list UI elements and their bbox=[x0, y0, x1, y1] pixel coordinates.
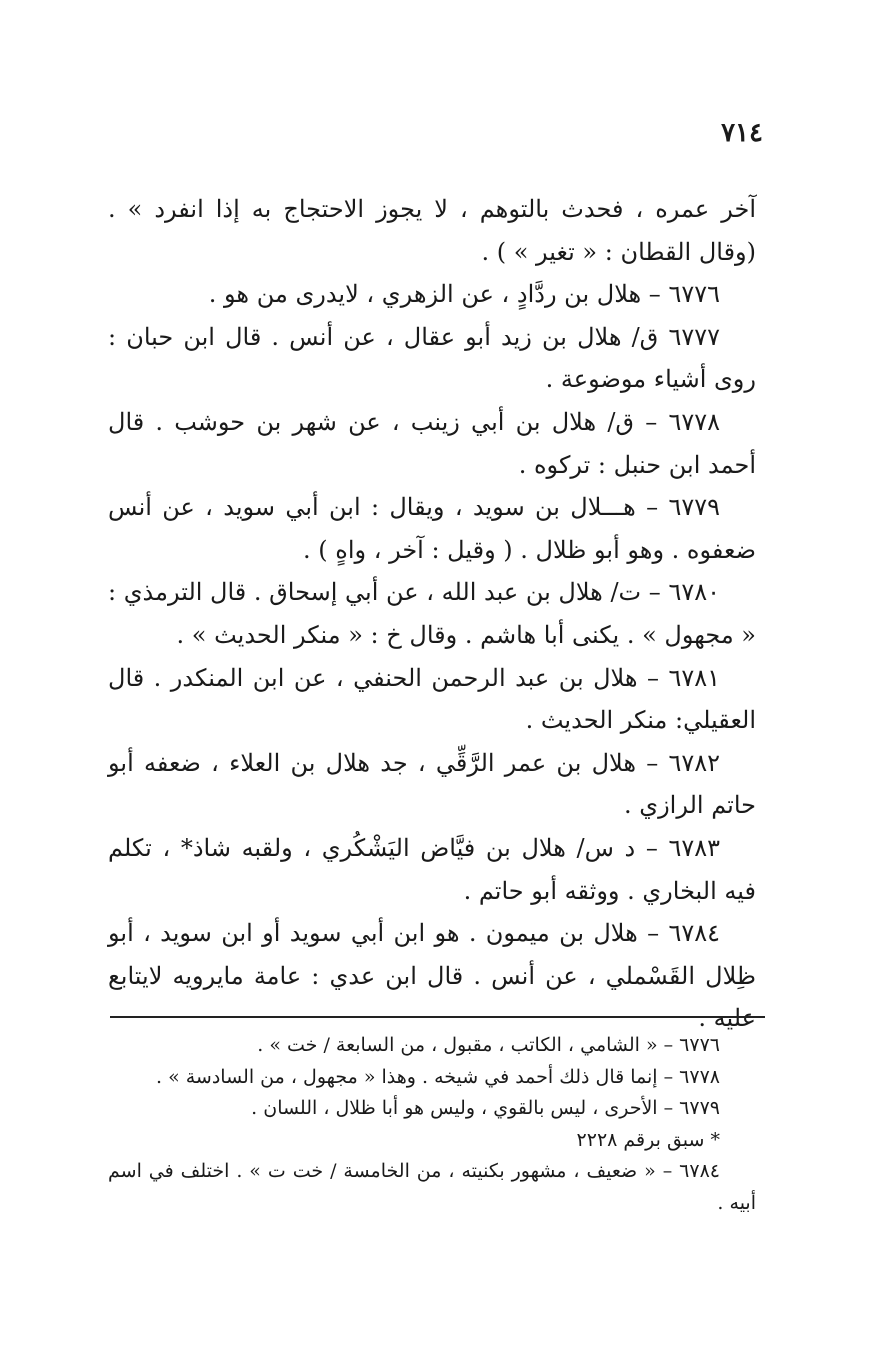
entry-6779: ٦٧٧٩ – هـــلال بن سويد ، ويقال : ابن أبي سويد ، عن أنس ضعفوه . وهو أبو ظلال . ( وقيل : آخر ، واهٍ ) . bbox=[108, 493, 756, 564]
entry-6777: ٦٧٧٧ ق/ هلال بن زيد أبو عقال ، عن أنس . قال ابن حبان : روى أشياء موضوعة . bbox=[108, 322, 756, 394]
footnote-6776: ٦٧٧٦ – « الشامي ، الكاتب ، مقبول ، من السابعة / خت » . bbox=[257, 1034, 720, 1056]
footnote-6779: ٦٧٧٩ – الأحرى ، ليس بالقوي ، وليس هو أبا ظلال ، اللسان . bbox=[251, 1097, 720, 1119]
continuation-paragraph: آخر عمره ، فحدث بالتوهم ، لا يجوز الاحتجاج به إذا انفرد » . (وقال القطان : « تغير » ) . bbox=[108, 195, 756, 266]
entry-6784: ٦٧٨٤ – هلال بن ميمون . هو ابن أبي سويد أو ابن سويد ، أبو ظِلال القَسْملي ، عن أنس . قال ابن عدي : عامة مايرويه لايتابع عليه . bbox=[108, 919, 756, 1033]
entry-6783: ٦٧٨٣ – د س/ هلال بن فيَّاض اليَشْكُري ، ولقبه شاذ* ، تكلم فيه البخاري . ووثقه أبو حاتم . bbox=[108, 833, 756, 905]
entry-6780: ٦٧٨٠ – ت/ هلال بن عبد الله ، عن أبي إسحاق . قال الترمذي : « مجهول » . يكنى أبا هاشم . وقال خ : « منكر الحديث » . bbox=[108, 578, 756, 649]
footnotes bbox=[108, 1030, 756, 1219]
entry-6781: ٦٧٨١ – هلال بن عبد الرحمن الحنفي ، عن ابن المنكدر . قال العقيلي: منكر الحديث . bbox=[108, 663, 756, 735]
footnote-divider bbox=[110, 1016, 765, 1018]
entry-6782: ٦٧٨٢ – هلال بن عمر الرَّقِّي ، جد هلال بن العلاء ، ضعفه أبو حاتم الرازي . bbox=[108, 748, 756, 820]
entry-6776: ٦٧٧٦ – هلال بن ردَّادٍ ، عن الزهري ، لايدرى من هو . bbox=[208, 280, 720, 309]
page-number: ٧١٤ bbox=[721, 118, 763, 148]
entry-6778: ٦٧٧٨ – ق/ هلال بن أبي زينب ، عن شهر بن حوشب . قال أحمد ابن حنبل : تركوه . bbox=[108, 407, 756, 479]
main-text bbox=[108, 188, 756, 1040]
footnote-asterisk: * سبق برقم ٢٢٢٨ bbox=[576, 1128, 720, 1151]
footnote-6784: ٦٧٨٤ – « ضعيف ، مشهور بكنيته ، من الخامسة / خت ت » . اختلف في اسم أبيه . bbox=[108, 1160, 756, 1214]
footnote-6778: ٦٧٧٨ – إنما قال ذلك أحمد في شيخه . وهذا « مجهول ، من السادسة » . bbox=[156, 1065, 720, 1088]
